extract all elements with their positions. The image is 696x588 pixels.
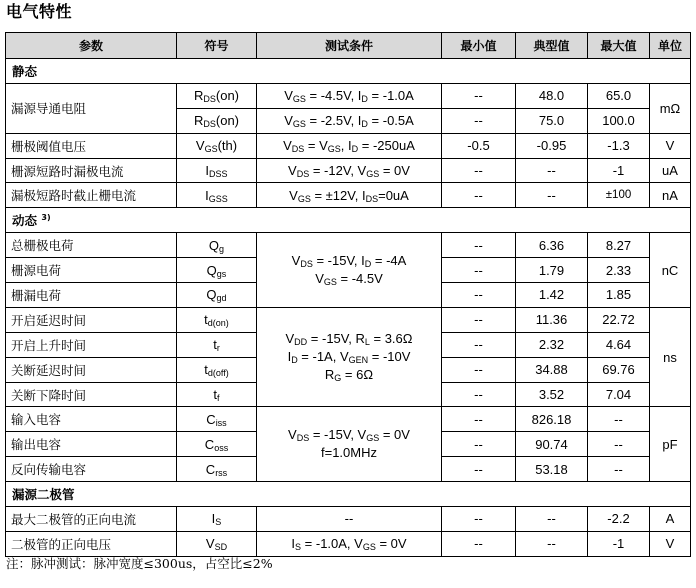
min-value: -- (442, 83, 516, 108)
table-row (6, 83, 691, 108)
header-symbol: 符号 (177, 33, 257, 59)
min-value: -- (442, 382, 516, 407)
symbol-cell: $t_{d(off)}$ (177, 357, 257, 382)
max-value: -1 (588, 158, 650, 183)
symbol-subscript: GS (204, 144, 218, 155)
unit-cell: ns (650, 307, 691, 407)
max-value: ±100 (588, 183, 650, 208)
min-value: -- (442, 332, 516, 357)
symbol-cell: $I_{DSS}$ (177, 158, 257, 183)
header-param: 参数 (6, 33, 177, 59)
max-value: 8.27 (588, 233, 650, 258)
condition-line: f=1.0MHz (321, 445, 377, 461)
max-value: -- (588, 457, 650, 482)
typ-value: -- (516, 507, 588, 532)
max-value: 4.64 (588, 332, 650, 357)
condition-cell: -- (257, 507, 442, 532)
min-value: -- (442, 357, 516, 382)
param-name: 关断下降时间 (6, 382, 177, 407)
table-row (6, 307, 691, 332)
condition-cell: $I_S = -1.0A$, $V_{GS} = 0V$ (257, 531, 442, 556)
symbol-subscript: g (219, 243, 225, 254)
unit-cell: pF (650, 407, 691, 482)
table-row (6, 158, 691, 183)
section-label-dynamic: 动态 (12, 213, 38, 229)
param-name: 栅漏电荷 (6, 283, 177, 308)
param-name: 栅源电荷 (6, 258, 177, 283)
max-value: -2.2 (588, 507, 650, 532)
section-row-static (6, 59, 691, 84)
condition-line: $V_{DD} = -15V$, $R_L = 3.6\Omega$ (285, 331, 413, 348)
condition-cell: $V_{GS} = \pm 12V$, $I_{DS}=0uA$ (257, 183, 442, 208)
symbol-cell: $I_{GSS}$ (177, 183, 257, 208)
unit-cell: nC (650, 233, 691, 308)
param-name: 输入电容 (6, 407, 177, 432)
symbol-cell: $C_{oss}$ (177, 432, 257, 457)
symbol-cell: $Q_{gs}$ (177, 258, 257, 283)
condition-line: $V_{DS} = -15V$, $I_D = -4A$ (291, 253, 407, 270)
min-value: -- (442, 407, 516, 432)
condition-cell: $V_{GS} = -4.5V$, $I_D = -1.0A$ (257, 83, 442, 108)
condition-cell: $V_{DS} = V_{GS}$, $I_D = -250uA$ (257, 133, 442, 158)
symbol-subscript: iss (215, 417, 227, 428)
symbol-cell: $V_{SD}$ (177, 531, 257, 556)
unit-cell: A (650, 507, 691, 532)
header-typ: 典型值 (516, 33, 588, 59)
max-value: -- (588, 407, 650, 432)
symbol-subscript: DS (203, 94, 216, 105)
typ-value: -0.95 (516, 133, 588, 158)
symbol-subscript: DS (203, 119, 216, 130)
typ-value: 3.52 (516, 382, 588, 407)
param-name: 栅极阈值电压 (6, 133, 177, 158)
symbol-subscript: gs (216, 268, 227, 279)
condition-line: $R_G = 6\Omega$ (324, 367, 374, 384)
symbol-subscript: oss (214, 442, 229, 453)
symbol-subscript: S (215, 517, 222, 528)
min-value: -- (442, 457, 516, 482)
footnote: 注：脉冲测试：脉冲宽度≤300us，占空比≤2% (6, 556, 273, 571)
symbol-cell: $t_r$ (177, 332, 257, 357)
min-value: -- (442, 183, 516, 208)
typ-value: -- (516, 183, 588, 208)
header-unit: 单位 (650, 33, 691, 59)
max-value: 2.33 (588, 258, 650, 283)
symbol-cell: $t_f$ (177, 382, 257, 407)
symbol-cell: $R_{DS}(on)$ (177, 108, 257, 133)
condition-group-charge (257, 233, 442, 308)
section-row-diode (6, 482, 691, 507)
condition-line: $V_{DS} = -15V$, $V_{GS} = 0V$ (288, 427, 410, 444)
table-row (6, 531, 691, 556)
param-name: 输出电容 (6, 432, 177, 457)
max-value: -1 (588, 531, 650, 556)
section-title: 电气特性 (6, 2, 73, 21)
typ-value: 48.0 (516, 83, 588, 108)
max-value: 7.04 (588, 382, 650, 407)
min-value: -- (442, 531, 516, 556)
symbol-subscript: DSS (209, 169, 228, 179)
unit-cell: nA (650, 183, 691, 208)
param-name: 关断延迟时间 (6, 357, 177, 382)
max-value: -1.3 (588, 133, 650, 158)
max-value: 65.0 (588, 83, 650, 108)
typ-value: -- (516, 158, 588, 183)
symbol-subscript: d(off) (207, 368, 229, 379)
typ-value: 75.0 (516, 108, 588, 133)
max-value: -- (588, 432, 650, 457)
symbol-subscript: r (216, 343, 220, 354)
table-row (6, 133, 691, 158)
typ-value: 826.18 (516, 407, 588, 432)
max-value: 100.0 (588, 108, 650, 133)
typ-value: 2.32 (516, 332, 588, 357)
param-name: 开启上升时间 (6, 332, 177, 357)
typ-value: 11.36 (516, 307, 588, 332)
table-row (6, 183, 691, 208)
condition-group-capacitance (257, 407, 442, 482)
header-row (6, 33, 691, 59)
param-name: 二极管的正向电压 (6, 531, 177, 556)
header-conditions: 测试条件 (257, 33, 442, 59)
symbol-subscript: rss (215, 467, 228, 478)
min-value: -- (442, 108, 516, 133)
symbol-cell: $C_{rss}$ (177, 457, 257, 482)
table-row (6, 507, 691, 532)
symbol-subscript: SD (214, 542, 228, 553)
section-label-static: 静态 (6, 59, 691, 84)
unit-cell: V (650, 531, 691, 556)
unit-cell: mΩ (650, 83, 691, 133)
table-row (6, 407, 691, 432)
typ-value: 1.42 (516, 283, 588, 308)
min-value: -- (442, 233, 516, 258)
param-name: 反向传输电容 (6, 457, 177, 482)
condition-cell: $V_{DS} = -12V$, $V_{GS} = 0V$ (257, 158, 442, 183)
param-name: 总栅极电荷 (6, 233, 177, 258)
typ-value: -- (516, 531, 588, 556)
header-max: 最大值 (588, 33, 650, 59)
symbol-subscript: GSS (208, 193, 228, 204)
max-value: 69.76 (588, 357, 650, 382)
condition-cell: $V_{GS} = -2.5V$, $I_D = -0.5A$ (257, 108, 442, 133)
section-row-dynamic (6, 208, 691, 233)
section-label-diode: 漏源二极管 (6, 482, 691, 507)
min-value: -- (442, 283, 516, 308)
electrical-characteristics-table (5, 32, 691, 557)
min-value: -- (442, 258, 516, 283)
typ-value: 6.36 (516, 233, 588, 258)
symbol-cell: $t_{d(on)}$ (177, 307, 257, 332)
param-name: 开启延迟时间 (6, 307, 177, 332)
symbol-cell: $V_{GS}(th)$ (177, 133, 257, 158)
min-value: -- (442, 158, 516, 183)
symbol-subscript: d(on) (207, 318, 229, 329)
param-name: 漏极短路时截止栅电流 (6, 183, 177, 208)
min-value: -- (442, 432, 516, 457)
symbol-cell: $Q_g$ (177, 233, 257, 258)
condition-line: $I_D = -1A$, $V_{GEN} = -10V$ (287, 349, 411, 366)
typ-value: 34.88 (516, 357, 588, 382)
condition-line: $V_{GS} = -4.5V$ (315, 271, 383, 288)
unit-cell: uA (650, 158, 691, 183)
symbol-cell: $Q_{gd}$ (177, 283, 257, 308)
condition-group-switching (257, 307, 442, 407)
table-row (6, 233, 691, 258)
max-value: 22.72 (588, 307, 650, 332)
min-value: -- (442, 507, 516, 532)
header-min: 最小值 (442, 33, 516, 59)
unit-cell: V (650, 133, 691, 158)
min-value: -0.5 (442, 133, 516, 158)
param-name: 最大二极管的正向电流 (6, 507, 177, 532)
symbol-subscript: gd (216, 293, 227, 304)
typ-value: 90.74 (516, 432, 588, 457)
symbol-cell: $C_{iss}$ (177, 407, 257, 432)
symbol-subscript: f (217, 393, 220, 404)
min-value: -- (442, 307, 516, 332)
max-value: 1.85 (588, 283, 650, 308)
param-name: 漏源导通电阻 (6, 83, 177, 133)
symbol-cell: $R_{DS}(on)$ (177, 83, 257, 108)
symbol-cell: $I_S$ (177, 507, 257, 532)
param-name: 栅源短路时漏极电流 (6, 158, 177, 183)
typ-value: 53.18 (516, 457, 588, 482)
footnote-marker: 3) (41, 213, 51, 223)
typ-value: 1.79 (516, 258, 588, 283)
